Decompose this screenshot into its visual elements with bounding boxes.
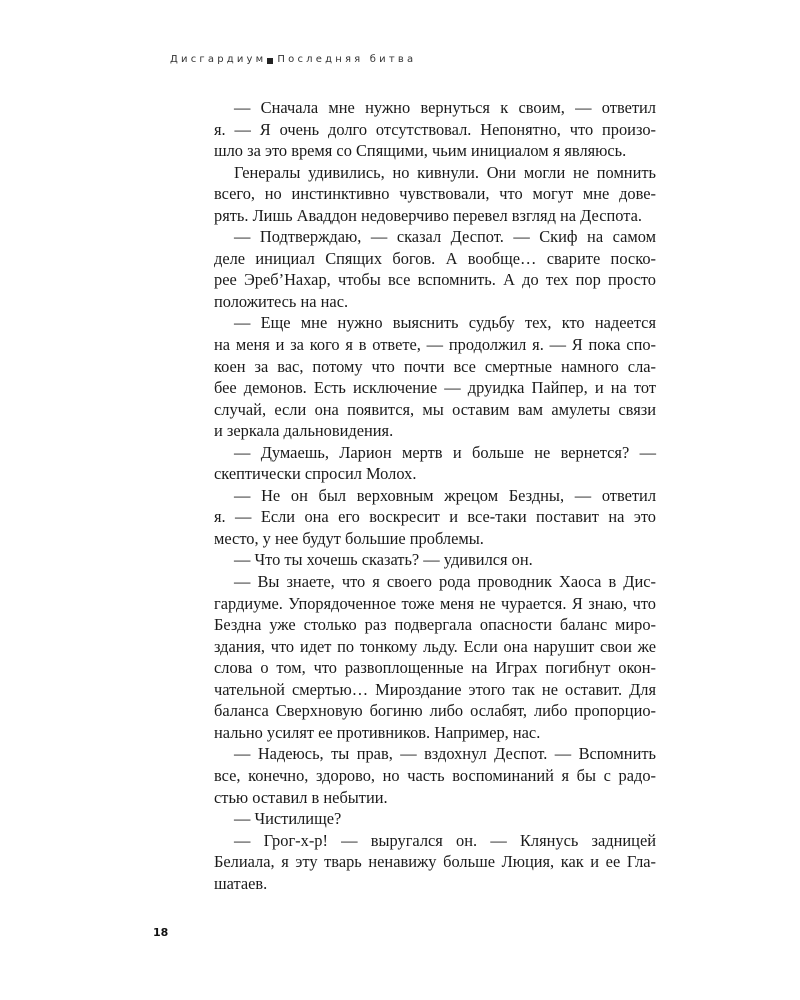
text-line: — Вы знаете, что я своего рода проводник Хаоса в Дис- — [234, 572, 656, 592]
text-line: деле инициал Спящих богов. А вообще… сварите поско- — [214, 248, 656, 268]
text-line: на меня и за кого я в ответе, — продолжил я. — Я пока спо- — [214, 335, 656, 355]
text-line: — Сначала мне нужно вернуться к своим, — ответил — [234, 98, 656, 117]
text-line: шатаев. — [214, 873, 268, 893]
text-line: бее демонов. Есть исключение — друидка Пайпер, и на тот — [214, 378, 656, 398]
text-line: чательной смертью… Мироздание этого так не оставит. Для — [214, 679, 656, 699]
text-line: скептически спросил Молох. — [214, 464, 417, 484]
text-line: шло за это время со Спящими, чьим инициалом я являюсь. — [214, 141, 627, 161]
text-line: — Что ты хочешь сказать? — удивился он. — [234, 550, 533, 570]
text-line: и зеркала дальновидения. — [214, 421, 394, 441]
running-head-book: Дисгардиум — [170, 54, 267, 65]
text-line: рее Эреб’Нахар, чтобы все вспомнить. А до тех пор просто — [214, 270, 656, 290]
text-line: все, конечно, здорово, но часть воспоминаний я бы с радо- — [214, 765, 656, 785]
page-number: 18 — [153, 926, 169, 939]
text-line: — Не он был верховным жрецом Бездны, — ответил — [234, 485, 656, 505]
text-line: всего, но инстинктивно чувствовали, что могут мне дове- — [214, 184, 656, 204]
text-line: место, у нее будут большие проблемы. — [214, 528, 484, 548]
text-line: Белиала, я эту тварь ненавижу больше Люция, как и ее Гла- — [214, 852, 656, 872]
text-line: — Грог-х-р! — выругался он. — Клянусь задницей — [234, 830, 656, 850]
text-line: гардиуме. Упорядоченное тоже меня не чурается. Я знаю, что — [214, 593, 656, 613]
text-line: здания, что идет по тонкому льду. Если она нарушит свои же — [214, 636, 656, 656]
text-line: — Думаешь, Ларион мертв и больше не вернется? — — [234, 442, 656, 462]
text-line: коен за вас, потому что почти все смертные намного сла- — [214, 356, 656, 376]
running-head — [170, 54, 416, 65]
running-head-title: Последняя битва — [277, 54, 417, 65]
text-line: — Еще мне нужно выяснить судьбу тех, кто надеется — [234, 313, 656, 333]
text-line: Генералы удивились, но кивнули. Они могли не помнить — [234, 162, 656, 182]
text-line: стью оставил в небытии. — [214, 787, 388, 807]
running-head-separator — [267, 58, 273, 64]
text-line: баланса Сверхновую богиню либо ослабят, либо пропорцио- — [214, 701, 656, 721]
text-line: — Подтверждаю, — сказал Деспот. — Скиф на самом — [234, 227, 656, 247]
text-line: я. — Я очень долго отсутствовал. Непонятно, что произо- — [214, 119, 656, 139]
text-line: я. — Если она его воскресит и все-таки поставит на это — [214, 507, 656, 527]
text-line: — Чистилище? — [234, 809, 342, 829]
text-line: нально усилят ее противников. Например, нас. — [214, 722, 541, 742]
text-line: — Надеюсь, ты прав, — вздохнул Деспот. — Вспомнить — [234, 744, 656, 764]
text-line: рять. Лишь Аваддон недоверчиво перевел взгляд на Деспота. — [214, 205, 642, 225]
text-line: случай, если она появится, мы оставим вам амулеты связи — [214, 399, 656, 419]
text-line: положитесь на нас. — [214, 291, 349, 311]
text-line: Бездна уже столько раз подвергала опасности баланс миро- — [214, 615, 656, 635]
body-text — [214, 97, 656, 894]
text-line: слова о том, что развоплощенные на Играх погибнут окон- — [214, 658, 656, 678]
